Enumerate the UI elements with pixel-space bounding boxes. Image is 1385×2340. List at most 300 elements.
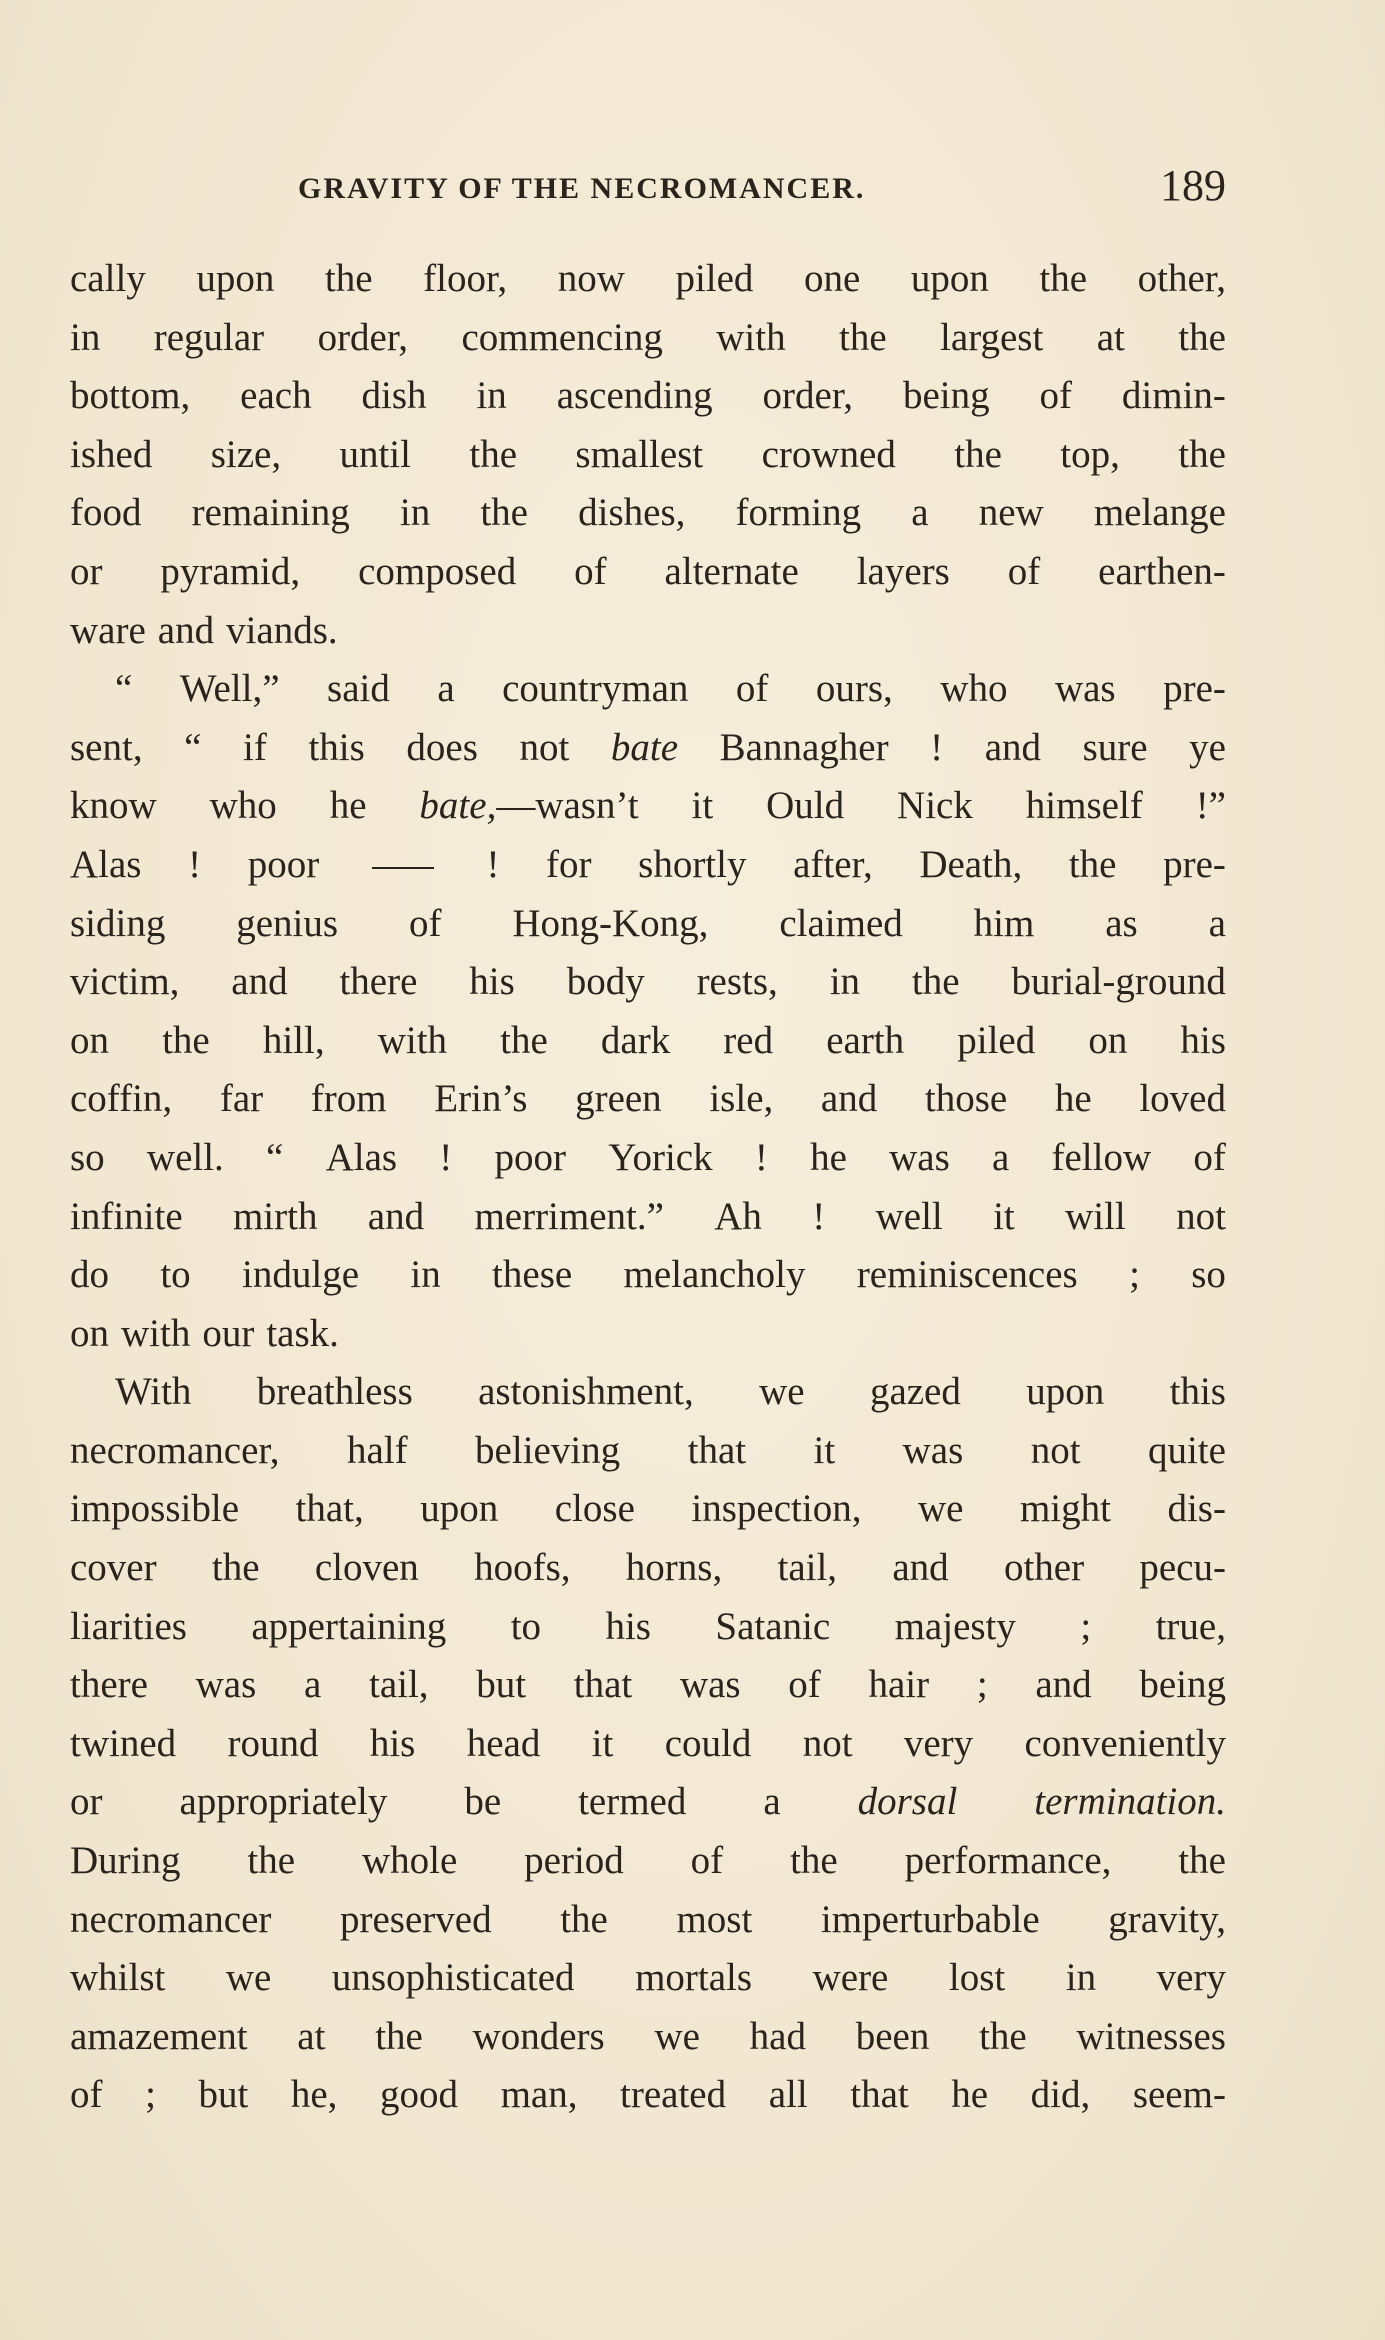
word: pre- bbox=[1163, 842, 1226, 886]
word: Hong-Kong, bbox=[512, 901, 709, 945]
word: he bbox=[329, 784, 367, 828]
word: the bbox=[469, 432, 518, 476]
word: until bbox=[339, 432, 411, 476]
word: floor, bbox=[423, 257, 508, 300]
word: it bbox=[993, 1194, 1015, 1238]
word: might bbox=[1019, 1487, 1111, 1531]
word: we bbox=[759, 1370, 805, 1414]
word: of bbox=[735, 667, 769, 711]
text-line bbox=[70, 1773, 1226, 1832]
word: sure bbox=[1082, 725, 1148, 769]
text-line bbox=[70, 1305, 1226, 1364]
word: crowned bbox=[761, 432, 896, 476]
text-line bbox=[70, 1012, 1226, 1071]
word: dish bbox=[361, 374, 427, 418]
text-line bbox=[70, 1188, 1226, 1247]
word: ! bbox=[188, 842, 202, 886]
word: melange bbox=[1093, 491, 1226, 535]
word: know bbox=[70, 784, 157, 828]
text-line bbox=[70, 1598, 1226, 1657]
word: ; bbox=[1129, 1253, 1140, 1297]
word: coffin, bbox=[70, 1077, 173, 1121]
word: the bbox=[162, 1018, 210, 1062]
word: upon bbox=[420, 1487, 499, 1531]
word: and bbox=[820, 1077, 878, 1121]
word: performance, bbox=[904, 1839, 1112, 1883]
word: pre- bbox=[1163, 667, 1226, 711]
word: or bbox=[70, 549, 103, 593]
text-line bbox=[70, 426, 1226, 485]
word: who bbox=[209, 784, 277, 828]
word: that bbox=[573, 1663, 633, 1707]
word: but bbox=[476, 1663, 527, 1707]
word: shortly bbox=[638, 842, 747, 886]
running-head: GRAVITY OF THE NECROMANCER. bbox=[298, 172, 866, 205]
word: melancholy bbox=[623, 1253, 806, 1297]
text-line bbox=[70, 1422, 1226, 1481]
word: and bbox=[984, 725, 1042, 769]
word: with bbox=[377, 1018, 448, 1062]
word: we bbox=[917, 1487, 964, 1531]
word: smallest bbox=[575, 432, 704, 476]
word: witnesses bbox=[1076, 2014, 1226, 2058]
word: the bbox=[1178, 315, 1226, 359]
text-line bbox=[70, 250, 1226, 309]
word: top, bbox=[1060, 432, 1120, 476]
word: be bbox=[464, 1780, 502, 1824]
word: of bbox=[1039, 374, 1072, 418]
text-line bbox=[70, 484, 1226, 543]
word: the bbox=[1068, 842, 1117, 886]
word: new bbox=[978, 491, 1044, 535]
word: the bbox=[480, 491, 528, 535]
word: the bbox=[1178, 432, 1226, 476]
word: from bbox=[310, 1077, 387, 1121]
word: Ould bbox=[766, 784, 845, 828]
word: was bbox=[195, 1663, 257, 1707]
word: wonders bbox=[472, 2014, 605, 2058]
word: Erin’s bbox=[434, 1077, 528, 1121]
word bbox=[366, 836, 440, 895]
word: fellow bbox=[1051, 1135, 1152, 1179]
word: one bbox=[803, 257, 861, 300]
word: on bbox=[70, 1018, 109, 1062]
word: in bbox=[476, 374, 507, 418]
word: indulge bbox=[242, 1253, 360, 1297]
word: his bbox=[605, 1604, 651, 1648]
word: head bbox=[466, 1721, 541, 1765]
word: breathless bbox=[256, 1370, 413, 1414]
word: earthen- bbox=[1098, 549, 1226, 593]
word: impossible bbox=[70, 1487, 240, 1531]
text-line bbox=[70, 836, 1226, 895]
word: Alas bbox=[325, 1135, 398, 1179]
word: of bbox=[70, 2073, 103, 2117]
word: Nick bbox=[897, 784, 973, 828]
text-line bbox=[70, 309, 1226, 368]
word: not bbox=[1030, 1428, 1081, 1472]
word: ; bbox=[976, 1663, 988, 1707]
word: of bbox=[574, 549, 607, 593]
word: cally bbox=[70, 257, 146, 300]
word: to bbox=[160, 1253, 191, 1297]
word: his bbox=[469, 960, 515, 1004]
word: there bbox=[70, 1663, 148, 1707]
word: we bbox=[654, 2014, 700, 2058]
word: had bbox=[749, 2014, 806, 2058]
word: to bbox=[510, 1604, 542, 1648]
word: so bbox=[70, 1135, 105, 1179]
word: or bbox=[70, 1780, 103, 1824]
word: ware bbox=[70, 608, 146, 652]
word: composed bbox=[358, 549, 517, 593]
word: very bbox=[1156, 1956, 1226, 2000]
word: conveniently bbox=[1024, 1721, 1226, 1765]
word: imperturbable bbox=[820, 1897, 1040, 1941]
text-line bbox=[70, 895, 1226, 954]
word: other bbox=[1003, 1546, 1085, 1590]
word: dorsal bbox=[857, 1780, 958, 1824]
word: order, bbox=[762, 374, 854, 418]
text-line bbox=[70, 2008, 1226, 2067]
word: being bbox=[902, 374, 990, 418]
word: dis- bbox=[1167, 1487, 1226, 1531]
word: forming bbox=[735, 491, 862, 535]
word: layers bbox=[856, 549, 950, 593]
word: and bbox=[231, 960, 288, 1004]
word: does bbox=[406, 725, 478, 769]
word: the bbox=[560, 1897, 608, 1941]
word: believing bbox=[475, 1428, 621, 1472]
word: not bbox=[519, 725, 570, 769]
word: order, bbox=[317, 315, 409, 359]
word: those bbox=[924, 1077, 1008, 1121]
word: tail, bbox=[368, 1663, 429, 1707]
word: commencing bbox=[461, 315, 663, 359]
word: in bbox=[1065, 1956, 1097, 2000]
word: could bbox=[664, 1721, 752, 1765]
word: piled bbox=[675, 257, 754, 300]
word: ! bbox=[930, 725, 944, 769]
word: him bbox=[973, 901, 1035, 945]
word: in bbox=[829, 960, 861, 1004]
word: the bbox=[500, 1018, 548, 1062]
word: did, bbox=[1030, 2073, 1091, 2117]
word: hill, bbox=[262, 1018, 325, 1062]
text-line bbox=[70, 543, 1226, 602]
body-text bbox=[70, 250, 1226, 2125]
text-line bbox=[70, 367, 1226, 426]
word: “ bbox=[115, 667, 133, 711]
word: bate bbox=[610, 725, 679, 769]
word: on bbox=[70, 1311, 109, 1355]
word: well bbox=[875, 1194, 943, 1238]
text-line bbox=[70, 777, 1226, 836]
word: the bbox=[1178, 1839, 1226, 1883]
text-line bbox=[70, 1715, 1226, 1774]
word: “ bbox=[184, 725, 202, 769]
word: ished bbox=[70, 432, 153, 476]
word: a bbox=[1208, 901, 1226, 945]
text-line bbox=[70, 1363, 1226, 1422]
word: other, bbox=[1137, 257, 1226, 300]
word: termination. bbox=[1034, 1780, 1226, 1824]
word: round bbox=[227, 1721, 319, 1765]
word: of bbox=[1007, 549, 1041, 593]
word: victim, bbox=[70, 960, 180, 1004]
word: well. bbox=[146, 1135, 224, 1179]
word: if bbox=[243, 725, 267, 769]
word: bate,—wasn’t bbox=[419, 784, 639, 828]
word: tail, bbox=[777, 1546, 838, 1590]
word: body bbox=[566, 960, 645, 1004]
word: ; bbox=[145, 2073, 156, 2117]
text-line bbox=[70, 602, 1226, 661]
word: whole bbox=[361, 1839, 458, 1883]
word: that bbox=[850, 2073, 909, 2117]
word: reminiscences bbox=[856, 1253, 1078, 1297]
word: that, bbox=[295, 1487, 364, 1531]
word: we bbox=[225, 1956, 272, 2000]
word: During bbox=[70, 1839, 181, 1883]
word: with bbox=[716, 315, 786, 359]
word: seem- bbox=[1132, 2073, 1226, 2117]
word: the bbox=[375, 2014, 423, 2058]
word: as bbox=[1105, 901, 1138, 945]
word: a bbox=[763, 1780, 781, 1824]
word: a bbox=[911, 491, 929, 535]
word: now bbox=[557, 257, 625, 300]
word: hoofs, bbox=[474, 1546, 571, 1590]
word: largest bbox=[940, 315, 1044, 359]
word: necromancer, bbox=[70, 1428, 280, 1472]
word: appropriately bbox=[179, 1780, 388, 1824]
word: mirth bbox=[232, 1194, 318, 1238]
word: a bbox=[437, 667, 455, 711]
word: ! bbox=[486, 842, 500, 886]
word: each bbox=[240, 374, 312, 418]
word: a bbox=[303, 1663, 322, 1707]
word: was bbox=[902, 1428, 964, 1472]
word: whilst bbox=[70, 1956, 166, 2000]
word: and bbox=[1035, 1663, 1092, 1707]
word: Alas bbox=[70, 842, 142, 886]
word: he bbox=[951, 2073, 989, 2117]
word: it bbox=[591, 1721, 614, 1765]
word: was bbox=[1054, 667, 1116, 711]
word: ye bbox=[1189, 725, 1226, 769]
word: task. bbox=[266, 1311, 339, 1355]
word: amazement bbox=[70, 2014, 248, 2058]
word: loved bbox=[1139, 1077, 1226, 1121]
word: of bbox=[1193, 1135, 1226, 1179]
word: poor bbox=[494, 1135, 566, 1179]
word: earth bbox=[826, 1018, 905, 1062]
word: the bbox=[911, 960, 960, 1004]
word: the bbox=[1039, 257, 1088, 300]
word: alternate bbox=[664, 549, 799, 593]
word: after, bbox=[793, 842, 873, 886]
word: upon bbox=[196, 257, 275, 300]
word: merriment.” bbox=[474, 1194, 664, 1238]
word: With bbox=[115, 1370, 192, 1414]
word: not bbox=[802, 1721, 853, 1765]
text-line bbox=[70, 1480, 1226, 1539]
text-line bbox=[70, 2066, 1226, 2125]
word: half bbox=[346, 1428, 408, 1472]
word: gazed bbox=[869, 1370, 961, 1414]
word: period bbox=[524, 1839, 624, 1883]
word: there bbox=[339, 960, 418, 1004]
word: piled bbox=[957, 1018, 1036, 1062]
word: for bbox=[546, 842, 592, 886]
word: he bbox=[810, 1135, 847, 1179]
word: so bbox=[1191, 1253, 1226, 1297]
word: majesty bbox=[894, 1604, 1016, 1648]
word: sent, bbox=[70, 725, 143, 769]
word: green bbox=[575, 1077, 662, 1121]
word: !” bbox=[1195, 784, 1226, 828]
word: siding bbox=[70, 901, 166, 945]
word: gravity, bbox=[1108, 1897, 1226, 1941]
word: and bbox=[367, 1194, 425, 1238]
text-line bbox=[70, 1129, 1226, 1188]
word: countryman bbox=[502, 667, 689, 711]
word: twined bbox=[70, 1721, 177, 1765]
word: bottom, bbox=[70, 374, 191, 418]
word: was bbox=[889, 1135, 950, 1179]
word: the bbox=[211, 1546, 260, 1590]
word: pecu- bbox=[1139, 1546, 1226, 1590]
word: at bbox=[1096, 315, 1125, 359]
word: claimed bbox=[779, 901, 903, 945]
word: it bbox=[813, 1428, 836, 1472]
word: said bbox=[327, 667, 390, 711]
word: ascending bbox=[556, 374, 713, 418]
word: ; bbox=[1080, 1604, 1092, 1648]
word: being bbox=[1139, 1663, 1226, 1707]
word: treated bbox=[620, 2073, 727, 2117]
word: that bbox=[687, 1428, 747, 1472]
word: unsophisticated bbox=[331, 1956, 575, 2000]
word: on bbox=[1088, 1018, 1128, 1062]
word: astonishment, bbox=[478, 1370, 694, 1414]
word: genius bbox=[236, 901, 339, 945]
word: a bbox=[991, 1135, 1010, 1179]
word: burial-ground bbox=[1011, 960, 1226, 1004]
word: dishes, bbox=[578, 491, 686, 535]
page-header bbox=[298, 160, 1226, 210]
word: the bbox=[979, 2014, 1027, 2058]
word: this bbox=[308, 725, 365, 769]
word: been bbox=[855, 2014, 930, 2058]
text-line bbox=[70, 1949, 1226, 2008]
word: was bbox=[679, 1663, 741, 1707]
text-line bbox=[70, 1070, 1226, 1129]
word: food bbox=[70, 491, 142, 535]
word: these bbox=[492, 1253, 573, 1297]
word: red bbox=[723, 1018, 774, 1062]
word: his bbox=[1180, 1018, 1226, 1062]
word: Yorick bbox=[608, 1135, 713, 1179]
word: pyramid, bbox=[160, 549, 301, 593]
text-line bbox=[70, 1246, 1226, 1305]
word: in bbox=[70, 315, 101, 359]
word: most bbox=[676, 1897, 753, 1941]
word: his bbox=[369, 1721, 416, 1765]
word: necromancer bbox=[70, 1897, 272, 1941]
word: do bbox=[70, 1253, 109, 1297]
word: poor bbox=[247, 842, 320, 886]
word: with bbox=[121, 1311, 191, 1355]
word: it bbox=[691, 784, 714, 828]
word: the bbox=[839, 315, 887, 359]
word: remaining bbox=[191, 491, 350, 535]
word: the bbox=[247, 1839, 296, 1883]
word: infinite bbox=[70, 1194, 183, 1238]
word: in bbox=[410, 1253, 441, 1297]
word: upon bbox=[1026, 1370, 1105, 1414]
word: Well,” bbox=[179, 667, 280, 711]
word: dark bbox=[600, 1018, 671, 1062]
word: lost bbox=[948, 1956, 1006, 2000]
word: “ bbox=[266, 1135, 284, 1179]
word: who bbox=[940, 667, 1008, 711]
word: he, bbox=[290, 2073, 338, 2117]
word: the bbox=[790, 1839, 838, 1883]
text-line bbox=[70, 1539, 1226, 1598]
word: dimin- bbox=[1121, 374, 1226, 418]
word: of bbox=[408, 901, 442, 945]
word: hair bbox=[868, 1663, 930, 1707]
word: in bbox=[399, 491, 431, 535]
page-number: 189 bbox=[1160, 161, 1226, 210]
word: size, bbox=[210, 432, 282, 476]
omitted-name-dash bbox=[372, 867, 434, 869]
word: viands. bbox=[226, 608, 338, 652]
word: liarities bbox=[70, 1604, 187, 1648]
word: isle, bbox=[709, 1077, 774, 1121]
word: Satanic bbox=[715, 1604, 831, 1648]
word: were bbox=[812, 1956, 889, 2000]
text-line bbox=[70, 1891, 1226, 1950]
word: appertaining bbox=[251, 1604, 447, 1648]
word: rests, bbox=[696, 960, 778, 1004]
word: ! bbox=[439, 1135, 453, 1179]
word: preserved bbox=[339, 1897, 492, 1941]
word: and bbox=[892, 1546, 949, 1590]
word: very bbox=[903, 1721, 974, 1765]
word: of bbox=[690, 1839, 724, 1883]
text-line bbox=[70, 660, 1226, 719]
word: mortals bbox=[635, 1956, 753, 2000]
word: good bbox=[380, 2073, 458, 2117]
word: ours, bbox=[815, 667, 893, 711]
word: cover bbox=[70, 1546, 157, 1590]
word: close bbox=[554, 1487, 635, 1531]
word: man, bbox=[500, 2073, 578, 2117]
text-line bbox=[70, 953, 1226, 1012]
word: all bbox=[768, 2073, 808, 2117]
word: ! bbox=[812, 1194, 826, 1238]
word: Ah bbox=[714, 1194, 762, 1238]
word: not bbox=[1176, 1194, 1226, 1238]
word: ! bbox=[754, 1135, 768, 1179]
word: Death, bbox=[919, 842, 1023, 886]
word: cloven bbox=[314, 1546, 419, 1590]
word: this bbox=[1169, 1370, 1226, 1414]
word: of bbox=[788, 1663, 821, 1707]
